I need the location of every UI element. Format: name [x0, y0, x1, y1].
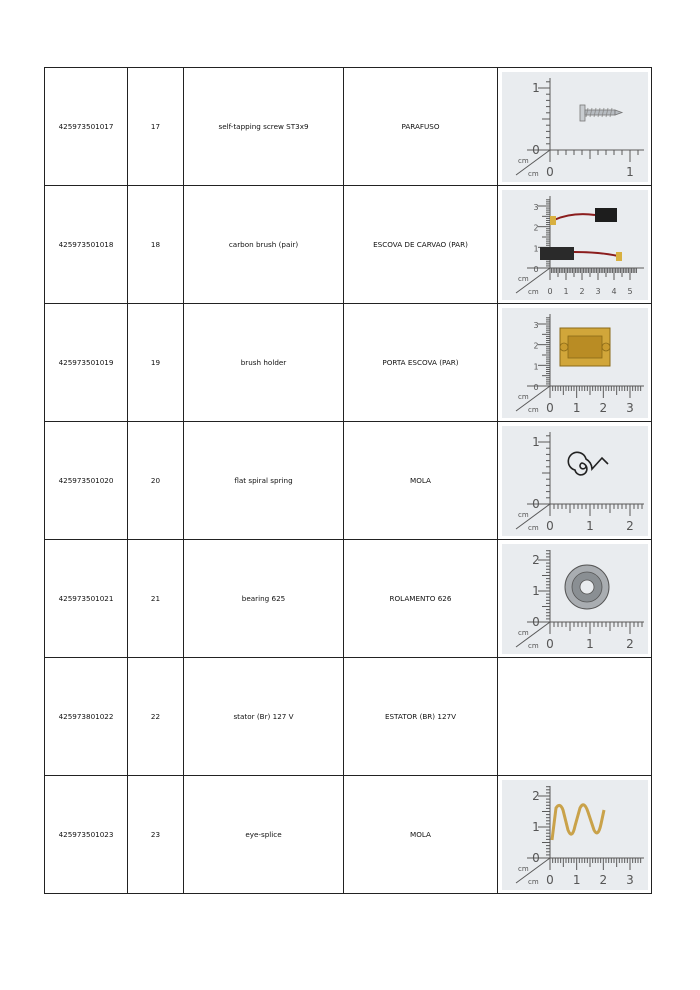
description-pt: PARAFUSO: [344, 68, 498, 186]
part-number: 425973501021: [45, 540, 128, 658]
ruler-unit-label: cm: [517, 392, 529, 401]
eye-splice-spring-icon: [552, 804, 604, 839]
parts-table: [44, 67, 652, 894]
ruler-unit-label: cm: [517, 156, 529, 165]
table-row: [45, 540, 652, 658]
ruler-tick-label: 1: [532, 361, 539, 371]
ruler-tick-label: 0: [531, 496, 540, 511]
part-photo-cell: [498, 186, 652, 304]
ruler-tick-label: 0: [531, 142, 540, 157]
ruler-tick-label: 1: [532, 243, 539, 253]
ruler-tick-label: 1: [585, 518, 594, 533]
part-number: 425973501019: [45, 304, 128, 422]
description-en: carbon brush (pair): [184, 186, 344, 304]
part-number: 425973501020: [45, 422, 128, 540]
ruler-tick-label: 2: [532, 341, 539, 351]
description-pt: PORTA ESCOVA (PAR): [344, 304, 498, 422]
ruler-unit-label: cm: [517, 510, 529, 519]
ruler-tick-label: 2: [625, 518, 634, 533]
description-en: stator (Br) 127 V: [184, 658, 344, 776]
bearing-icon: [565, 565, 609, 609]
part-number: 425973501017: [45, 68, 128, 186]
ruler-tick-label: 3: [532, 202, 539, 212]
ruler-tick-label: 2: [531, 788, 540, 803]
description-pt: ESTATOR (BR) 127V: [344, 658, 498, 776]
ruler-tick-label: 4: [610, 286, 617, 296]
ruler-unit-label: cm: [527, 287, 539, 296]
part-photo-cell: [498, 658, 652, 776]
ruler-tick-label: 0: [545, 636, 554, 651]
ruler-tick-label: 2: [578, 286, 585, 296]
position-number: 20: [128, 422, 184, 540]
description-en: eye-splice: [184, 776, 344, 894]
ruler-tick-label: 0: [531, 850, 540, 865]
position-number: 21: [128, 540, 184, 658]
ruler-tick-label: 0: [545, 518, 554, 533]
position-number: 17: [128, 68, 184, 186]
part-photo-cell: [498, 540, 652, 658]
ruler-tick-label: 3: [625, 400, 634, 415]
ruler-tick-label: 1: [625, 164, 634, 179]
ruler-tick-label: 0: [532, 382, 539, 392]
description-pt: ROLAMENTO 626: [344, 540, 498, 658]
position-number: 22: [128, 658, 184, 776]
table-row: [45, 776, 652, 894]
spiral-spring-icon: [568, 452, 608, 475]
part-number: 425973501023: [45, 776, 128, 894]
ruler-tick-label: 2: [531, 552, 540, 567]
table-row: [45, 304, 652, 422]
ruler-unit-label: cm: [517, 274, 529, 283]
ruler-tick-label: 0: [546, 286, 553, 296]
ruler-tick-label: 3: [532, 320, 539, 330]
ruler-tick-label: 2: [625, 636, 634, 651]
description-pt: MOLA: [344, 422, 498, 540]
ruler-tick-label: 2: [532, 223, 539, 233]
table-row: [45, 658, 652, 776]
ruler-tick-label: 1: [531, 819, 540, 834]
table-row: [45, 186, 652, 304]
position-number: 19: [128, 304, 184, 422]
part-photo: [502, 72, 648, 182]
position-number: 18: [128, 186, 184, 304]
part-photo: [502, 308, 648, 418]
ruler-unit-label: cm: [517, 864, 529, 873]
description-pt: ESCOVA DE CARVAO (PAR): [344, 186, 498, 304]
part-number: 425973801022: [45, 658, 128, 776]
brush-holder-icon: [560, 328, 610, 366]
description-en: brush holder: [184, 304, 344, 422]
ruler-tick-label: 1: [572, 872, 580, 887]
ruler-unit-label: cm: [527, 877, 539, 886]
part-photo: [502, 426, 648, 536]
ruler-unit-label: cm: [527, 169, 539, 178]
part-photo: [502, 544, 648, 654]
part-photo-cell: [498, 776, 652, 894]
part-photo: [502, 190, 648, 300]
ruler-tick-label: 1: [562, 286, 569, 296]
ruler-tick-label: 1: [531, 583, 540, 598]
ruler-tick-label: 0: [545, 400, 554, 415]
part-photo-cell: [498, 422, 652, 540]
carbon-brush-icon: [540, 208, 622, 261]
part-photo-cell: [498, 68, 652, 186]
part-photo: [502, 780, 648, 890]
ruler-tick-label: 1: [585, 636, 594, 651]
ruler-unit-label: cm: [527, 641, 539, 650]
part-photo-cell: [498, 304, 652, 422]
ruler-tick-label: 5: [626, 286, 633, 296]
table-row: [45, 68, 652, 186]
ruler-tick-label: 2: [599, 872, 607, 887]
description-en: bearing 625: [184, 540, 344, 658]
ruler-tick-label: 3: [625, 872, 634, 887]
parts-table-body: [45, 68, 652, 894]
ruler-tick-label: 1: [531, 434, 540, 449]
description-pt: MOLA: [344, 776, 498, 894]
ruler-tick-label: 0: [545, 872, 554, 887]
ruler-tick-label: 2: [599, 400, 607, 415]
part-number: 425973501018: [45, 186, 128, 304]
ruler-tick-label: 3: [594, 286, 601, 296]
description-en: flat spiral spring: [184, 422, 344, 540]
ruler-unit-label: cm: [527, 405, 539, 414]
position-number: 23: [128, 776, 184, 894]
ruler-tick-label: 1: [531, 80, 540, 95]
ruler-tick-label: 0: [545, 164, 554, 179]
ruler-tick-label: 0: [531, 614, 540, 629]
ruler-tick-label: 0: [532, 264, 539, 274]
screw-icon: [580, 105, 622, 121]
ruler-tick-label: 1: [572, 400, 580, 415]
table-row: [45, 422, 652, 540]
ruler-unit-label: cm: [517, 628, 529, 637]
description-en: self-tapping screw ST3x9: [184, 68, 344, 186]
ruler-unit-label: cm: [527, 523, 539, 532]
